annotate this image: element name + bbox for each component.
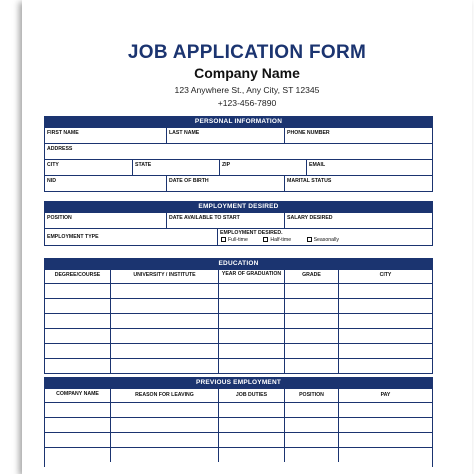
table-cell[interactable] [338,344,432,358]
table-row [45,402,432,417]
seasonally-label: Seasonally [313,237,339,243]
table-cell[interactable] [45,299,110,313]
table-cell[interactable] [110,403,218,417]
table-cell[interactable] [284,448,338,462]
table-cell[interactable] [45,433,110,447]
table-cell[interactable] [284,418,338,432]
personal-information-heading: PERSONAL INFORMATION [45,117,432,127]
column-header: JOB DUTIES [218,389,284,402]
table-row [45,358,432,373]
table-cell[interactable] [110,329,218,343]
table-cell[interactable] [284,299,338,313]
column-header: COMPANY NAME [56,391,99,397]
table-header-row [45,269,432,283]
table-cell[interactable] [338,299,432,313]
column-header: PAY [338,389,432,402]
form-row [45,143,432,159]
table-row [45,447,432,462]
form-row [45,159,432,175]
table-cell[interactable] [338,359,432,373]
table-cell[interactable] [284,433,338,447]
table-header-row [45,388,432,402]
last-name-field[interactable]: LAST NAME [166,128,284,143]
previous-employment-section [44,377,433,467]
company-address: 123 Anywhere St., Any City, ST 12345 [174,85,320,95]
personal-information-section [44,116,433,192]
table-row [45,343,432,358]
table-cell[interactable] [284,344,338,358]
column-header: POSITION [284,389,338,402]
column-header: GRADE [284,270,338,283]
table-row [45,283,432,298]
salary-desired-field[interactable]: SALARY DESIRED [284,213,432,228]
position-field[interactable]: POSITION [47,215,72,221]
seasonally-checkbox[interactable] [307,237,312,242]
employment-desired-label: EMPLOYMENT DESIRED. [220,230,283,236]
table-cell[interactable] [284,359,338,373]
table-cell[interactable] [110,359,218,373]
full-time-checkbox[interactable] [221,237,226,242]
table-cell[interactable] [284,284,338,298]
table-cell[interactable] [45,403,110,417]
column-header: YEAR OF GRADUATION [218,270,284,283]
zip-field[interactable]: ZIP [219,160,306,175]
half-time-label: Half-time [270,237,292,243]
table-cell[interactable] [110,299,218,313]
table-cell[interactable] [338,284,432,298]
phone-number-field[interactable]: PHONE NUMBER [284,128,432,143]
marital-status-field[interactable]: MARITAL STATUS [284,176,432,191]
table-cell[interactable] [45,359,110,373]
table-cell[interactable] [110,314,218,328]
form-row [45,127,432,143]
company-phone: +123-456-7890 [217,98,277,108]
table-row [45,298,432,313]
nid-field[interactable]: NID [47,178,56,184]
table-cell[interactable] [110,448,218,462]
table-cell[interactable] [110,344,218,358]
table-row [45,417,432,432]
table-cell[interactable] [45,418,110,432]
form-row [45,212,432,228]
column-header: REASON FOR LEAVING [110,389,218,402]
column-header: UNIVERSITY / INSTITUTE [110,270,218,283]
table-cell[interactable] [110,418,218,432]
date-available-field[interactable]: DATE AVAILABLE TO START [166,213,284,228]
table-cell[interactable] [218,284,284,298]
column-header: DEGREE/COURSE [54,272,101,278]
table-cell[interactable] [218,418,284,432]
table-cell[interactable] [45,284,110,298]
table-cell[interactable] [338,418,432,432]
table-row [45,313,432,328]
full-time-label: Full-time [228,237,248,243]
form-title: JOB APPLICATION FORM [127,42,367,63]
table-cell[interactable] [45,329,110,343]
table-cell[interactable] [110,284,218,298]
table-cell[interactable] [338,314,432,328]
address-field[interactable]: ADDRESS [47,146,73,152]
table-cell[interactable] [284,314,338,328]
city-field[interactable]: CITY [47,162,59,168]
table-cell[interactable] [284,329,338,343]
table-cell[interactable] [110,433,218,447]
employment-desired-heading: EMPLOYMENT DESIRED [45,202,432,212]
date-of-birth-field[interactable]: DATE OF BIRTH [166,176,284,191]
column-header: CITY [338,270,432,283]
table-cell[interactable] [218,359,284,373]
previous-employment-heading: PREVIOUS EMPLOYMENT [45,378,432,388]
company-name: Company Name [194,65,300,81]
education-section [44,258,433,374]
state-field[interactable]: STATE [132,160,219,175]
table-cell[interactable] [338,433,432,447]
employment-desired-section [44,201,433,246]
table-cell[interactable] [218,299,284,313]
table-row [45,432,432,447]
form-row [45,175,432,191]
table-cell[interactable] [284,403,338,417]
table-cell[interactable] [338,403,432,417]
table-cell[interactable] [218,329,284,343]
table-cell[interactable] [45,314,110,328]
table-cell[interactable] [218,344,284,358]
education-heading: EDUCATION [45,259,432,269]
table-cell[interactable] [338,448,432,462]
table-cell[interactable] [218,403,284,417]
email-field[interactable]: EMAIL [306,160,432,175]
table-cell[interactable] [338,329,432,343]
form-row [45,228,432,245]
first-name-field[interactable]: FIRST NAME [47,130,79,136]
employment-type-field[interactable]: EMPLOYMENT TYPE [47,234,99,240]
table-cell[interactable] [218,314,284,328]
table-row [45,328,432,343]
half-time-checkbox[interactable] [263,237,268,242]
table-cell[interactable] [218,448,284,462]
table-cell[interactable] [45,344,110,358]
employment-desired-options [217,229,432,245]
table-cell[interactable] [45,448,110,462]
table-cell[interactable] [218,433,284,447]
